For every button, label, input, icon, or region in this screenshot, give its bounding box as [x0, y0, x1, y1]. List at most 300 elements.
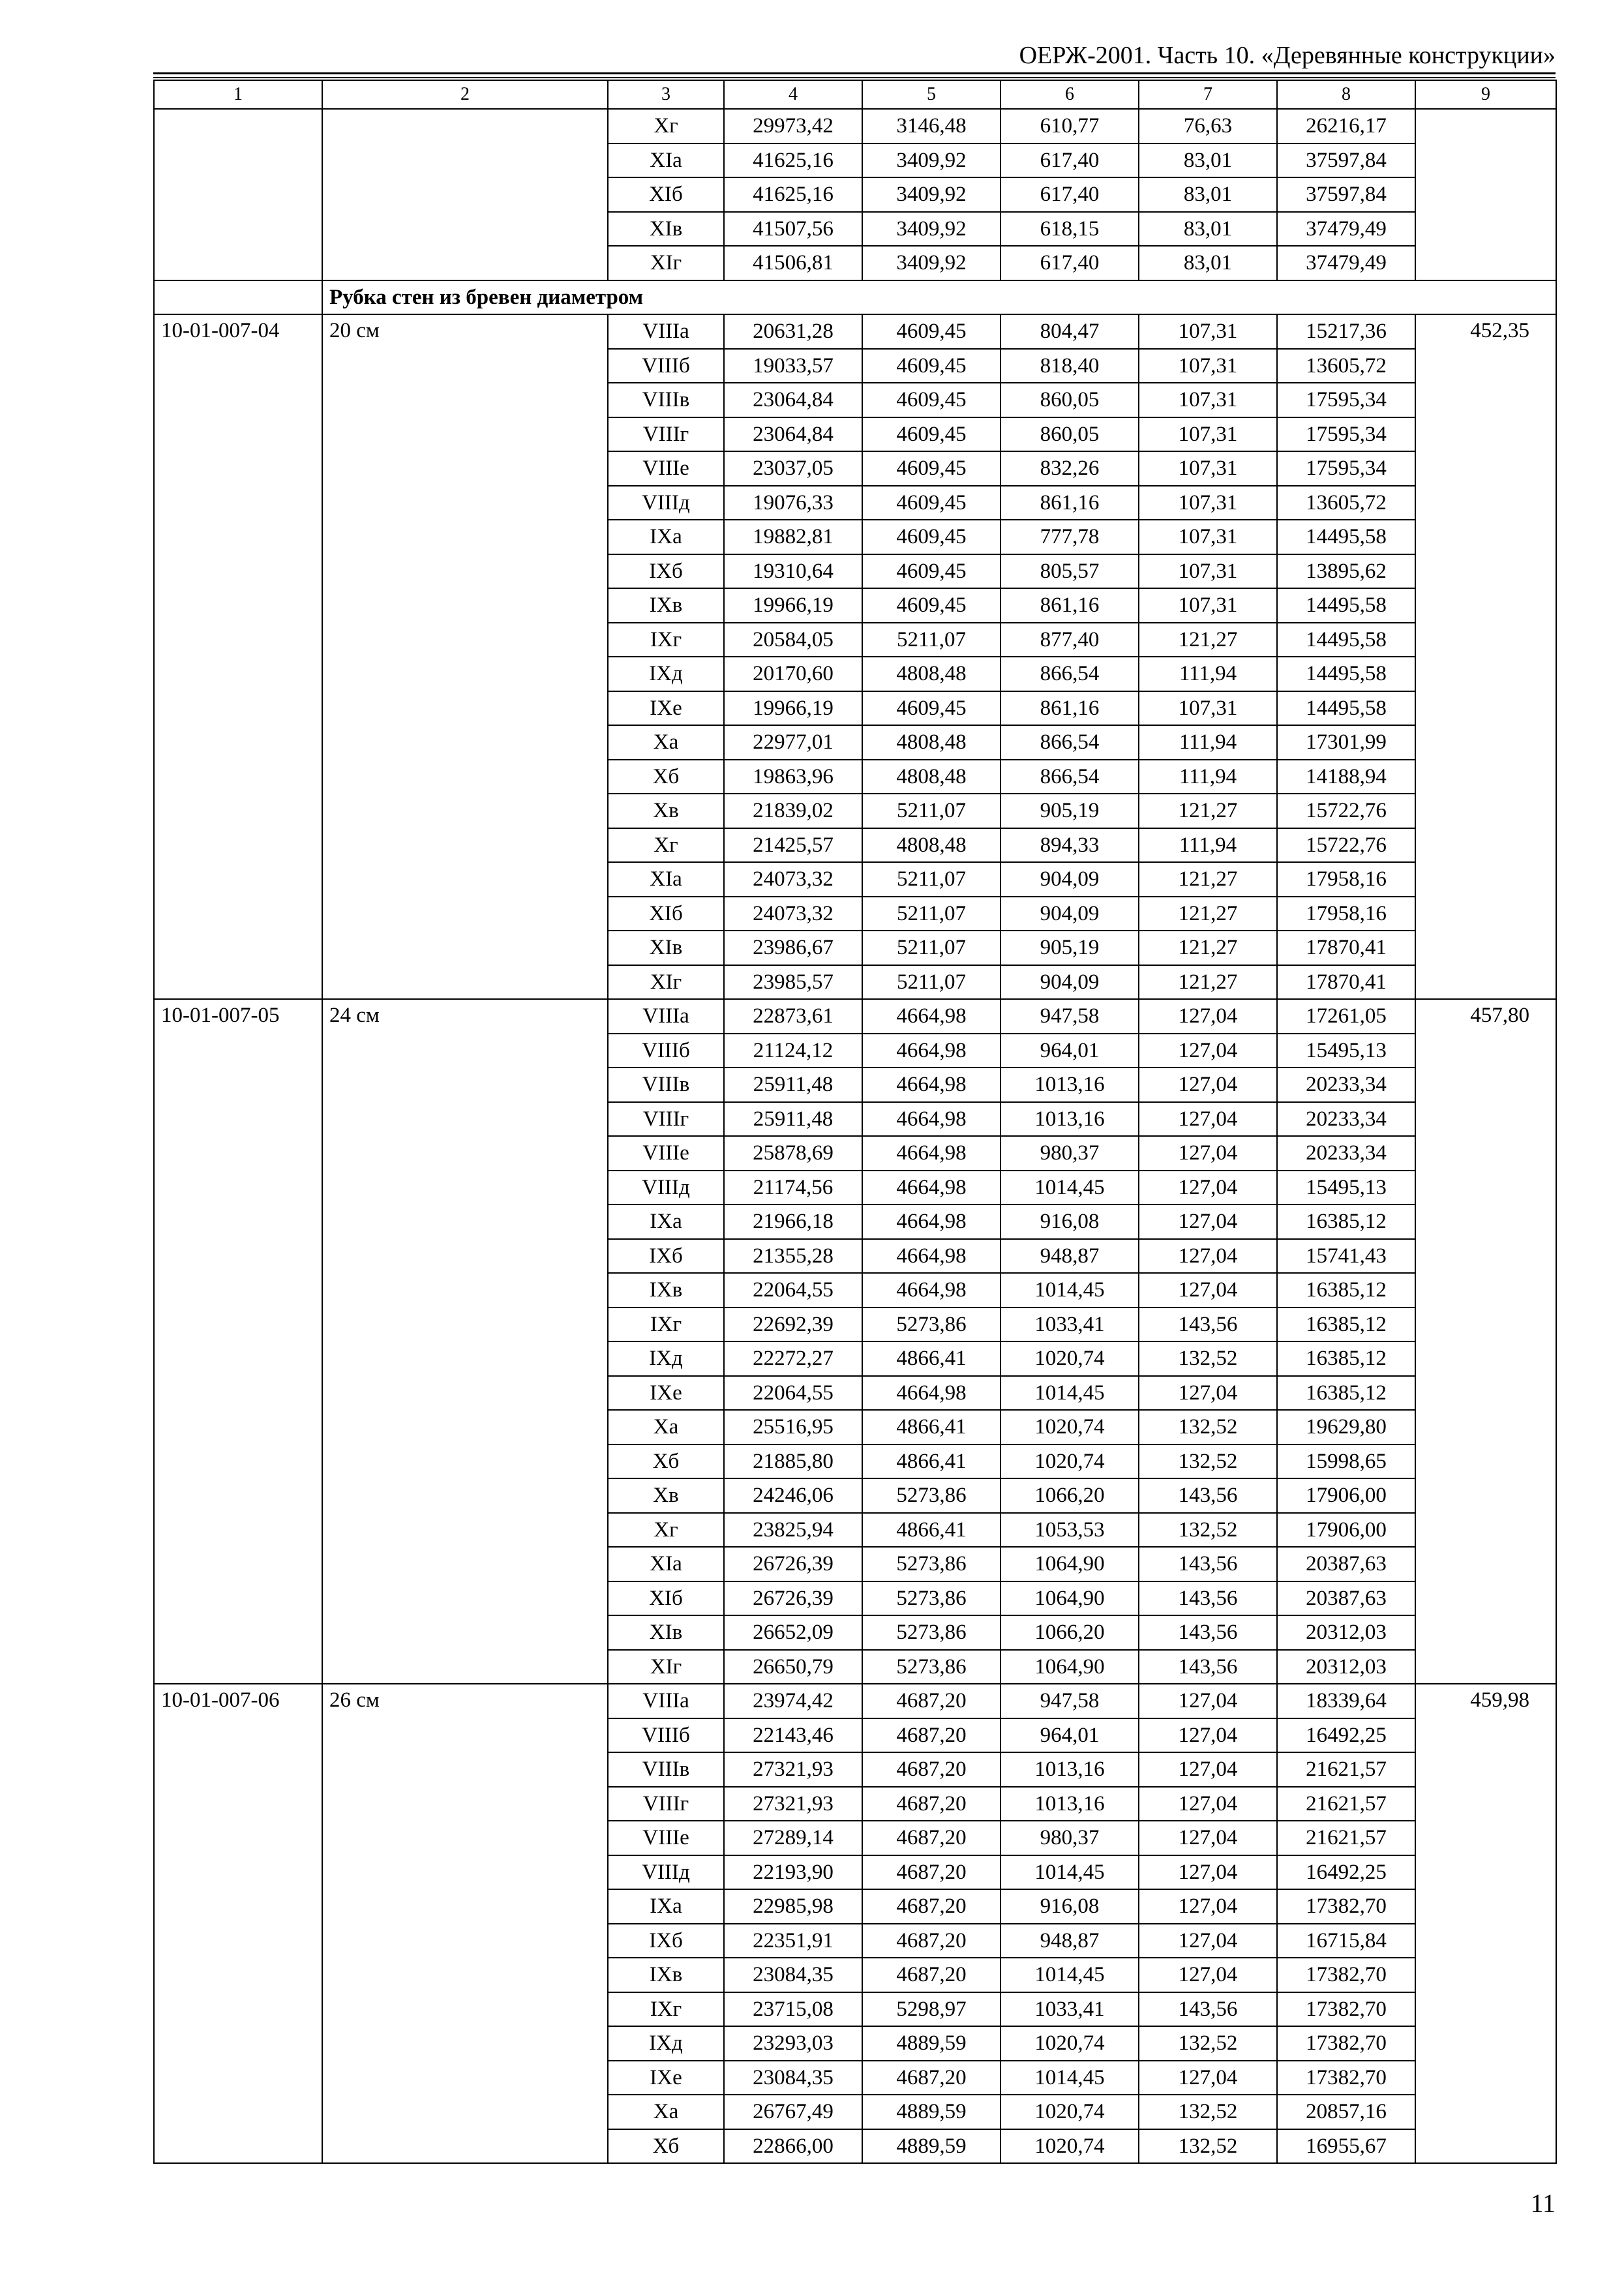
value-cell: 107,31	[1139, 349, 1277, 383]
value-cell: 4664,98	[862, 1034, 1000, 1068]
value-cell: 23974,42	[724, 1684, 862, 1718]
value-cell: 4687,20	[862, 2061, 1000, 2095]
value-cell: 22873,61	[724, 999, 862, 1034]
value-cell: 41507,56	[724, 212, 862, 247]
zone-cell: IXа	[608, 520, 724, 554]
value-cell: 4609,45	[862, 588, 1000, 623]
value-cell: 610,77	[1000, 109, 1139, 143]
value-cell: 861,16	[1000, 486, 1139, 520]
zone-cell: VIIIа	[608, 314, 724, 349]
column-number-row	[154, 80, 1556, 109]
section-row	[154, 280, 1556, 315]
value-cell: 41506,81	[724, 246, 862, 280]
value-cell: 143,56	[1139, 1992, 1277, 2027]
value-cell: 17595,34	[1277, 417, 1415, 452]
price-table	[153, 80, 1557, 2164]
column-number: 7	[1139, 80, 1277, 109]
table-body	[154, 80, 1556, 2163]
value-cell: 860,05	[1000, 417, 1139, 452]
value-cell: 132,52	[1139, 2026, 1277, 2061]
value-cell: 617,40	[1000, 246, 1139, 280]
value-cell: 4609,45	[862, 486, 1000, 520]
value-cell: 111,94	[1139, 725, 1277, 760]
value-cell: 37597,84	[1277, 177, 1415, 212]
value-cell: 980,37	[1000, 1821, 1139, 1855]
value-cell: 121,27	[1139, 623, 1277, 657]
value-cell: 23986,67	[724, 931, 862, 965]
value-cell: 37479,49	[1277, 212, 1415, 247]
value-cell: 143,56	[1139, 1615, 1277, 1650]
value-cell: 23037,05	[724, 451, 862, 486]
value-cell: 127,04	[1139, 1034, 1277, 1068]
value-cell: 877,40	[1000, 623, 1139, 657]
code-cell: 10-01-007-06	[154, 1684, 322, 2163]
zone-cell: IXе	[608, 2061, 724, 2095]
value-cell: 121,27	[1139, 931, 1277, 965]
value-cell: 21425,57	[724, 828, 862, 863]
value-cell: 4609,45	[862, 691, 1000, 726]
value-cell: 19629,80	[1277, 1410, 1415, 1444]
value-cell: 1053,53	[1000, 1513, 1139, 1548]
value-cell: 127,04	[1139, 1102, 1277, 1137]
value-cell: 4664,98	[862, 1102, 1000, 1137]
value-cell: 4664,98	[862, 1239, 1000, 1274]
value-cell: 16955,67	[1277, 2129, 1415, 2164]
value-cell: 4609,45	[862, 520, 1000, 554]
value-cell: 83,01	[1139, 143, 1277, 178]
zone-cell: VIIIв	[608, 1068, 724, 1102]
value-cell: 805,57	[1000, 554, 1139, 589]
zone-cell: XIг	[608, 965, 724, 1000]
value-cell: 866,54	[1000, 760, 1139, 794]
zone-cell: Xб	[608, 760, 724, 794]
value-cell: 16385,12	[1277, 1204, 1415, 1239]
zone-cell: IXд	[608, 657, 724, 691]
value-cell: 3409,92	[862, 143, 1000, 178]
zone-cell: Xг	[608, 1513, 724, 1548]
value-cell: 17906,00	[1277, 1513, 1415, 1548]
value-cell: 127,04	[1139, 1821, 1277, 1855]
value-cell: 127,04	[1139, 1924, 1277, 1958]
value-cell: 127,04	[1139, 1239, 1277, 1274]
value-cell: 4687,20	[862, 1752, 1000, 1787]
value-cell: 41625,16	[724, 177, 862, 212]
value-cell: 14188,94	[1277, 760, 1415, 794]
value-cell: 26767,49	[724, 2095, 862, 2129]
value-cell: 143,56	[1139, 1650, 1277, 1684]
value-cell: 19863,96	[724, 760, 862, 794]
code-cell: 10-01-007-05	[154, 999, 322, 1684]
value-cell: 3409,92	[862, 177, 1000, 212]
value-cell: 5273,86	[862, 1478, 1000, 1513]
value-cell: 4687,20	[862, 1787, 1000, 1821]
value-cell: 4687,20	[862, 1821, 1000, 1855]
zone-cell: Xб	[608, 1444, 724, 1479]
value-cell: 1014,45	[1000, 1171, 1139, 1205]
zone-cell: Xа	[608, 1410, 724, 1444]
value-cell: 4687,20	[862, 1889, 1000, 1924]
value-cell: 618,15	[1000, 212, 1139, 247]
zone-cell: VIIIг	[608, 417, 724, 452]
value-cell: 1014,45	[1000, 1958, 1139, 1992]
value-cell: 17870,41	[1277, 965, 1415, 1000]
value-cell: 16385,12	[1277, 1341, 1415, 1376]
value-cell: 111,94	[1139, 760, 1277, 794]
value-cell: 1064,90	[1000, 1581, 1139, 1616]
value-cell: 14495,58	[1277, 588, 1415, 623]
value-cell: 5211,07	[862, 897, 1000, 931]
value-cell: 1020,74	[1000, 2095, 1139, 2129]
zone-cell: XIа	[608, 1547, 724, 1581]
value-cell: 127,04	[1139, 1068, 1277, 1102]
value-cell: 132,52	[1139, 2129, 1277, 2164]
zone-cell: IXд	[608, 1341, 724, 1376]
value-cell: 1014,45	[1000, 1273, 1139, 1308]
code-cell: 10-01-007-04	[154, 314, 322, 999]
value-cell: 22977,01	[724, 725, 862, 760]
col9-cell	[1415, 109, 1556, 280]
value-cell: 861,16	[1000, 691, 1139, 726]
value-cell: 22064,55	[724, 1273, 862, 1308]
value-cell: 5273,86	[862, 1615, 1000, 1650]
value-cell: 5273,86	[862, 1650, 1000, 1684]
value-cell: 15741,43	[1277, 1239, 1415, 1274]
value-cell: 24073,32	[724, 897, 862, 931]
value-cell: 1014,45	[1000, 2061, 1139, 2095]
value-cell: 16385,12	[1277, 1273, 1415, 1308]
value-cell: 20631,28	[724, 314, 862, 349]
zone-cell: XIв	[608, 1615, 724, 1650]
value-cell: 5211,07	[862, 794, 1000, 828]
value-cell: 121,27	[1139, 862, 1277, 897]
zone-cell: XIг	[608, 1650, 724, 1684]
value-cell: 19966,19	[724, 691, 862, 726]
col9-cell: 459,98	[1415, 1684, 1556, 2163]
value-cell: 132,52	[1139, 1513, 1277, 1548]
zone-cell: IXг	[608, 623, 724, 657]
value-cell: 14495,58	[1277, 691, 1415, 726]
zone-cell: IXе	[608, 691, 724, 726]
value-cell: 22272,27	[724, 1341, 862, 1376]
zone-cell: XIб	[608, 1581, 724, 1616]
value-cell: 20233,34	[1277, 1068, 1415, 1102]
value-cell: 23985,57	[724, 965, 862, 1000]
value-cell: 20387,63	[1277, 1547, 1415, 1581]
value-cell: 21839,02	[724, 794, 862, 828]
value-cell: 5298,97	[862, 1992, 1000, 2027]
value-cell: 4664,98	[862, 1068, 1000, 1102]
zone-cell: XIб	[608, 897, 724, 931]
value-cell: 948,87	[1000, 1239, 1139, 1274]
zone-cell: XIа	[608, 143, 724, 178]
value-cell: 23084,35	[724, 2061, 862, 2095]
value-cell: 5211,07	[862, 931, 1000, 965]
value-cell: 26652,09	[724, 1615, 862, 1650]
value-cell: 143,56	[1139, 1581, 1277, 1616]
value-cell: 17870,41	[1277, 931, 1415, 965]
value-cell: 18339,64	[1277, 1684, 1415, 1718]
value-cell: 4866,41	[862, 1410, 1000, 1444]
value-cell: 5211,07	[862, 623, 1000, 657]
name-cell: 20 см	[322, 314, 608, 999]
zone-cell: Xа	[608, 2095, 724, 2129]
header-rule-thin	[153, 77, 1556, 78]
zone-cell: Xг	[608, 109, 724, 143]
value-cell: 860,05	[1000, 383, 1139, 417]
value-cell: 4808,48	[862, 725, 1000, 760]
value-cell: 617,40	[1000, 143, 1139, 178]
value-cell: 4687,20	[862, 1684, 1000, 1718]
zone-cell: VIIIа	[608, 1684, 724, 1718]
value-cell: 4687,20	[862, 1855, 1000, 1890]
value-cell: 21124,12	[724, 1034, 862, 1068]
zone-cell: IXа	[608, 1204, 724, 1239]
zone-cell: XIв	[608, 212, 724, 247]
value-cell: 23064,84	[724, 417, 862, 452]
value-cell: 83,01	[1139, 212, 1277, 247]
value-cell: 111,94	[1139, 657, 1277, 691]
value-cell: 15217,36	[1277, 314, 1415, 349]
value-cell: 948,87	[1000, 1924, 1139, 1958]
value-cell: 904,09	[1000, 965, 1139, 1000]
value-cell: 4866,41	[862, 1341, 1000, 1376]
value-cell: 127,04	[1139, 1787, 1277, 1821]
value-cell: 16715,84	[1277, 1924, 1415, 1958]
value-cell: 17958,16	[1277, 897, 1415, 931]
column-number: 8	[1277, 80, 1415, 109]
value-cell: 947,58	[1000, 1684, 1139, 1718]
value-cell: 4609,45	[862, 451, 1000, 486]
value-cell: 15722,76	[1277, 794, 1415, 828]
value-cell: 20584,05	[724, 623, 862, 657]
column-number: 9	[1415, 80, 1556, 109]
value-cell: 107,31	[1139, 417, 1277, 452]
zone-cell: VIIIб	[608, 349, 724, 383]
zone-cell: IXв	[608, 588, 724, 623]
value-cell: 132,52	[1139, 1444, 1277, 1479]
zone-cell: Xб	[608, 2129, 724, 2164]
value-cell: 19076,33	[724, 486, 862, 520]
column-number: 4	[724, 80, 862, 109]
value-cell: 14495,58	[1277, 623, 1415, 657]
zone-cell: IXд	[608, 2026, 724, 2061]
value-cell: 4609,45	[862, 383, 1000, 417]
value-cell: 21621,57	[1277, 1752, 1415, 1787]
value-cell: 916,08	[1000, 1204, 1139, 1239]
value-cell: 29973,42	[724, 109, 862, 143]
value-cell: 23715,08	[724, 1992, 862, 2027]
zone-cell: IXа	[608, 1889, 724, 1924]
value-cell: 4664,98	[862, 1136, 1000, 1171]
value-cell: 15722,76	[1277, 828, 1415, 863]
table-row	[154, 999, 1556, 1034]
value-cell: 25911,48	[724, 1102, 862, 1137]
value-cell: 5273,86	[862, 1547, 1000, 1581]
value-cell: 37479,49	[1277, 246, 1415, 280]
name-cell	[322, 109, 608, 280]
zone-cell: IXе	[608, 1376, 724, 1411]
code-cell	[154, 280, 322, 315]
zone-cell: XIб	[608, 177, 724, 212]
value-cell: 17382,70	[1277, 1958, 1415, 1992]
value-cell: 5273,86	[862, 1308, 1000, 1342]
value-cell: 23825,94	[724, 1513, 862, 1548]
value-cell: 1020,74	[1000, 2026, 1139, 2061]
value-cell: 127,04	[1139, 2061, 1277, 2095]
zone-cell: VIIIе	[608, 1821, 724, 1855]
table-row	[154, 109, 1556, 143]
zone-cell: VIIIг	[608, 1102, 724, 1137]
value-cell: 21174,56	[724, 1171, 862, 1205]
column-number: 3	[608, 80, 724, 109]
value-cell: 4687,20	[862, 1958, 1000, 1992]
value-cell: 23293,03	[724, 2026, 862, 2061]
value-cell: 1064,90	[1000, 1650, 1139, 1684]
value-cell: 127,04	[1139, 1376, 1277, 1411]
value-cell: 4889,59	[862, 2095, 1000, 2129]
zone-cell: XIг	[608, 246, 724, 280]
value-cell: 1033,41	[1000, 1308, 1139, 1342]
value-cell: 83,01	[1139, 177, 1277, 212]
code-cell	[154, 109, 322, 280]
value-cell: 4609,45	[862, 314, 1000, 349]
value-cell: 964,01	[1000, 1718, 1139, 1753]
zone-cell: VIIIд	[608, 1171, 724, 1205]
zone-cell: IXг	[608, 1308, 724, 1342]
value-cell: 21355,28	[724, 1239, 862, 1274]
value-cell: 4808,48	[862, 657, 1000, 691]
value-cell: 13605,72	[1277, 349, 1415, 383]
value-cell: 26726,39	[724, 1581, 862, 1616]
value-cell: 777,78	[1000, 520, 1139, 554]
value-cell: 21621,57	[1277, 1821, 1415, 1855]
value-cell: 866,54	[1000, 725, 1139, 760]
zone-cell: VIIIа	[608, 999, 724, 1034]
value-cell: 17595,34	[1277, 451, 1415, 486]
value-cell: 107,31	[1139, 383, 1277, 417]
table-row	[154, 314, 1556, 349]
value-cell: 947,58	[1000, 999, 1139, 1034]
value-cell: 17301,99	[1277, 725, 1415, 760]
value-cell: 866,54	[1000, 657, 1139, 691]
value-cell: 14495,58	[1277, 520, 1415, 554]
zone-cell: Xа	[608, 725, 724, 760]
value-cell: 107,31	[1139, 520, 1277, 554]
value-cell: 4866,41	[862, 1444, 1000, 1479]
zone-cell: IXв	[608, 1273, 724, 1308]
value-cell: 905,19	[1000, 931, 1139, 965]
value-cell: 4808,48	[862, 760, 1000, 794]
zone-cell: IXб	[608, 1924, 724, 1958]
zone-cell: VIIIв	[608, 383, 724, 417]
value-cell: 17958,16	[1277, 862, 1415, 897]
value-cell: 20312,03	[1277, 1650, 1415, 1684]
value-cell: 1013,16	[1000, 1068, 1139, 1102]
value-cell: 17382,70	[1277, 1992, 1415, 2027]
value-cell: 17382,70	[1277, 2061, 1415, 2095]
value-cell: 4664,98	[862, 1171, 1000, 1205]
value-cell: 20387,63	[1277, 1581, 1415, 1616]
value-cell: 16492,25	[1277, 1855, 1415, 1890]
zone-cell: IXг	[608, 1992, 724, 2027]
value-cell: 127,04	[1139, 1718, 1277, 1753]
value-cell: 83,01	[1139, 246, 1277, 280]
value-cell: 894,33	[1000, 828, 1139, 863]
value-cell: 804,47	[1000, 314, 1139, 349]
value-cell: 1020,74	[1000, 1341, 1139, 1376]
value-cell: 904,09	[1000, 897, 1139, 931]
value-cell: 4808,48	[862, 828, 1000, 863]
value-cell: 4687,20	[862, 1718, 1000, 1753]
value-cell: 121,27	[1139, 794, 1277, 828]
value-cell: 76,63	[1139, 109, 1277, 143]
value-cell: 127,04	[1139, 1855, 1277, 1890]
value-cell: 25911,48	[724, 1068, 862, 1102]
zone-cell: Xг	[608, 828, 724, 863]
value-cell: 22692,39	[724, 1308, 862, 1342]
zone-cell: XIа	[608, 862, 724, 897]
value-cell: 13605,72	[1277, 486, 1415, 520]
value-cell: 4664,98	[862, 999, 1000, 1034]
zone-cell: VIIIд	[608, 1855, 724, 1890]
value-cell: 15998,65	[1277, 1444, 1415, 1479]
header-rule-thick	[153, 72, 1556, 74]
value-cell: 17595,34	[1277, 383, 1415, 417]
value-cell: 3409,92	[862, 212, 1000, 247]
value-cell: 617,40	[1000, 177, 1139, 212]
value-cell: 22064,55	[724, 1376, 862, 1411]
value-cell: 4889,59	[862, 2026, 1000, 2061]
value-cell: 24246,06	[724, 1478, 862, 1513]
value-cell: 23084,35	[724, 1958, 862, 1992]
value-cell: 4889,59	[862, 2129, 1000, 2164]
value-cell: 26650,79	[724, 1650, 862, 1684]
value-cell: 904,09	[1000, 862, 1139, 897]
zone-cell: IXб	[608, 554, 724, 589]
value-cell: 23064,84	[724, 383, 862, 417]
value-cell: 127,04	[1139, 1136, 1277, 1171]
column-number: 6	[1000, 80, 1139, 109]
name-cell: 24 см	[322, 999, 608, 1684]
value-cell: 4609,45	[862, 554, 1000, 589]
value-cell: 1020,74	[1000, 1410, 1139, 1444]
zone-cell: VIIIе	[608, 451, 724, 486]
value-cell: 964,01	[1000, 1034, 1139, 1068]
value-cell: 1066,20	[1000, 1478, 1139, 1513]
value-cell: 132,52	[1139, 1410, 1277, 1444]
value-cell: 980,37	[1000, 1136, 1139, 1171]
value-cell: 14495,58	[1277, 657, 1415, 691]
value-cell: 16492,25	[1277, 1718, 1415, 1753]
value-cell: 1014,45	[1000, 1855, 1139, 1890]
zone-cell: VIIIе	[608, 1136, 724, 1171]
value-cell: 37597,84	[1277, 143, 1415, 178]
value-cell: 22351,91	[724, 1924, 862, 1958]
value-cell: 127,04	[1139, 999, 1277, 1034]
page-number: 11	[1530, 2189, 1556, 2218]
value-cell: 127,04	[1139, 1684, 1277, 1718]
value-cell: 27321,93	[724, 1752, 862, 1787]
value-cell: 107,31	[1139, 451, 1277, 486]
value-cell: 127,04	[1139, 1752, 1277, 1787]
value-cell: 24073,32	[724, 862, 862, 897]
value-cell: 1013,16	[1000, 1787, 1139, 1821]
value-cell: 25516,95	[724, 1410, 862, 1444]
value-cell: 19033,57	[724, 349, 862, 383]
value-cell: 17382,70	[1277, 2026, 1415, 2061]
value-cell: 21885,80	[724, 1444, 862, 1479]
col9-cell: 457,80	[1415, 999, 1556, 1684]
